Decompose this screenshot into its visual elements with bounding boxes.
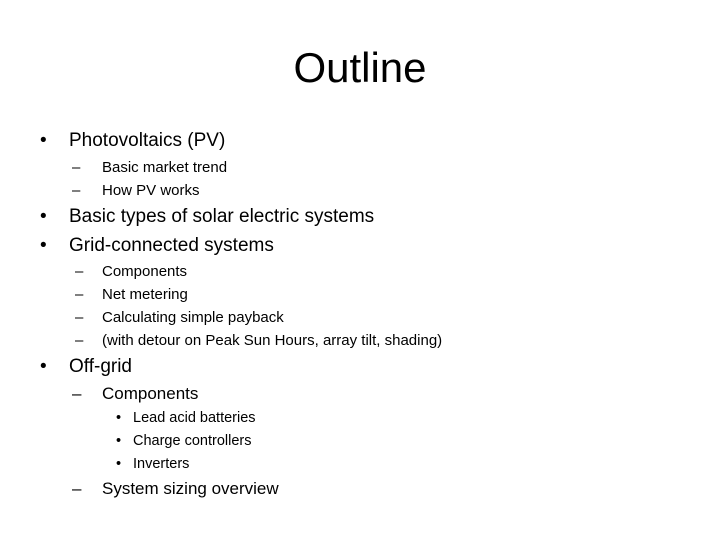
outline-item-system-sizing: System sizing overview [102, 479, 279, 498]
dash-marker: – [75, 286, 84, 303]
outline-item-market-trend: Basic market trend [102, 159, 228, 176]
dash-marker: – [72, 182, 81, 199]
outline-item-detour: (with detour on Peak Sun Hours, array tilt, shading) [102, 332, 443, 349]
dash-marker: – [75, 332, 84, 349]
dash-marker: – [72, 159, 81, 176]
dash-marker: – [75, 263, 84, 280]
outline-item-basic-types: Basic types of solar electric systems [69, 206, 375, 227]
bullet-marker: • [116, 456, 122, 472]
outline-item-lead-acid: Lead acid batteries [133, 410, 256, 426]
outline-item-inverters: Inverters [133, 456, 190, 472]
dash-marker: – [75, 309, 84, 326]
outline-item-simple-payback: Calculating simple payback [102, 309, 284, 326]
outline-item-photovoltaics: Photovoltaics (PV) [69, 130, 226, 151]
outline-item-grid-connected: Grid-connected systems [69, 235, 274, 256]
outline-item-how-pv-works: How PV works [102, 182, 200, 199]
bullet-marker: • [40, 130, 47, 151]
outline-item-charge-controllers: Charge controllers [133, 433, 252, 449]
outline-item-net-metering: Net metering [102, 286, 188, 303]
bullet-marker: • [40, 235, 47, 256]
bullet-marker: • [116, 410, 122, 426]
dash-marker: – [72, 479, 82, 498]
outline-item-offgrid-components: Components [102, 384, 199, 403]
slide-title: Outline [293, 44, 427, 91]
bullet-marker: • [40, 206, 47, 227]
bullet-marker: • [40, 356, 47, 377]
dash-marker: – [72, 384, 82, 403]
bullet-marker: • [116, 433, 122, 449]
outline-item-off-grid: Off-grid [69, 356, 133, 377]
outline-item-components: Components [102, 263, 188, 280]
